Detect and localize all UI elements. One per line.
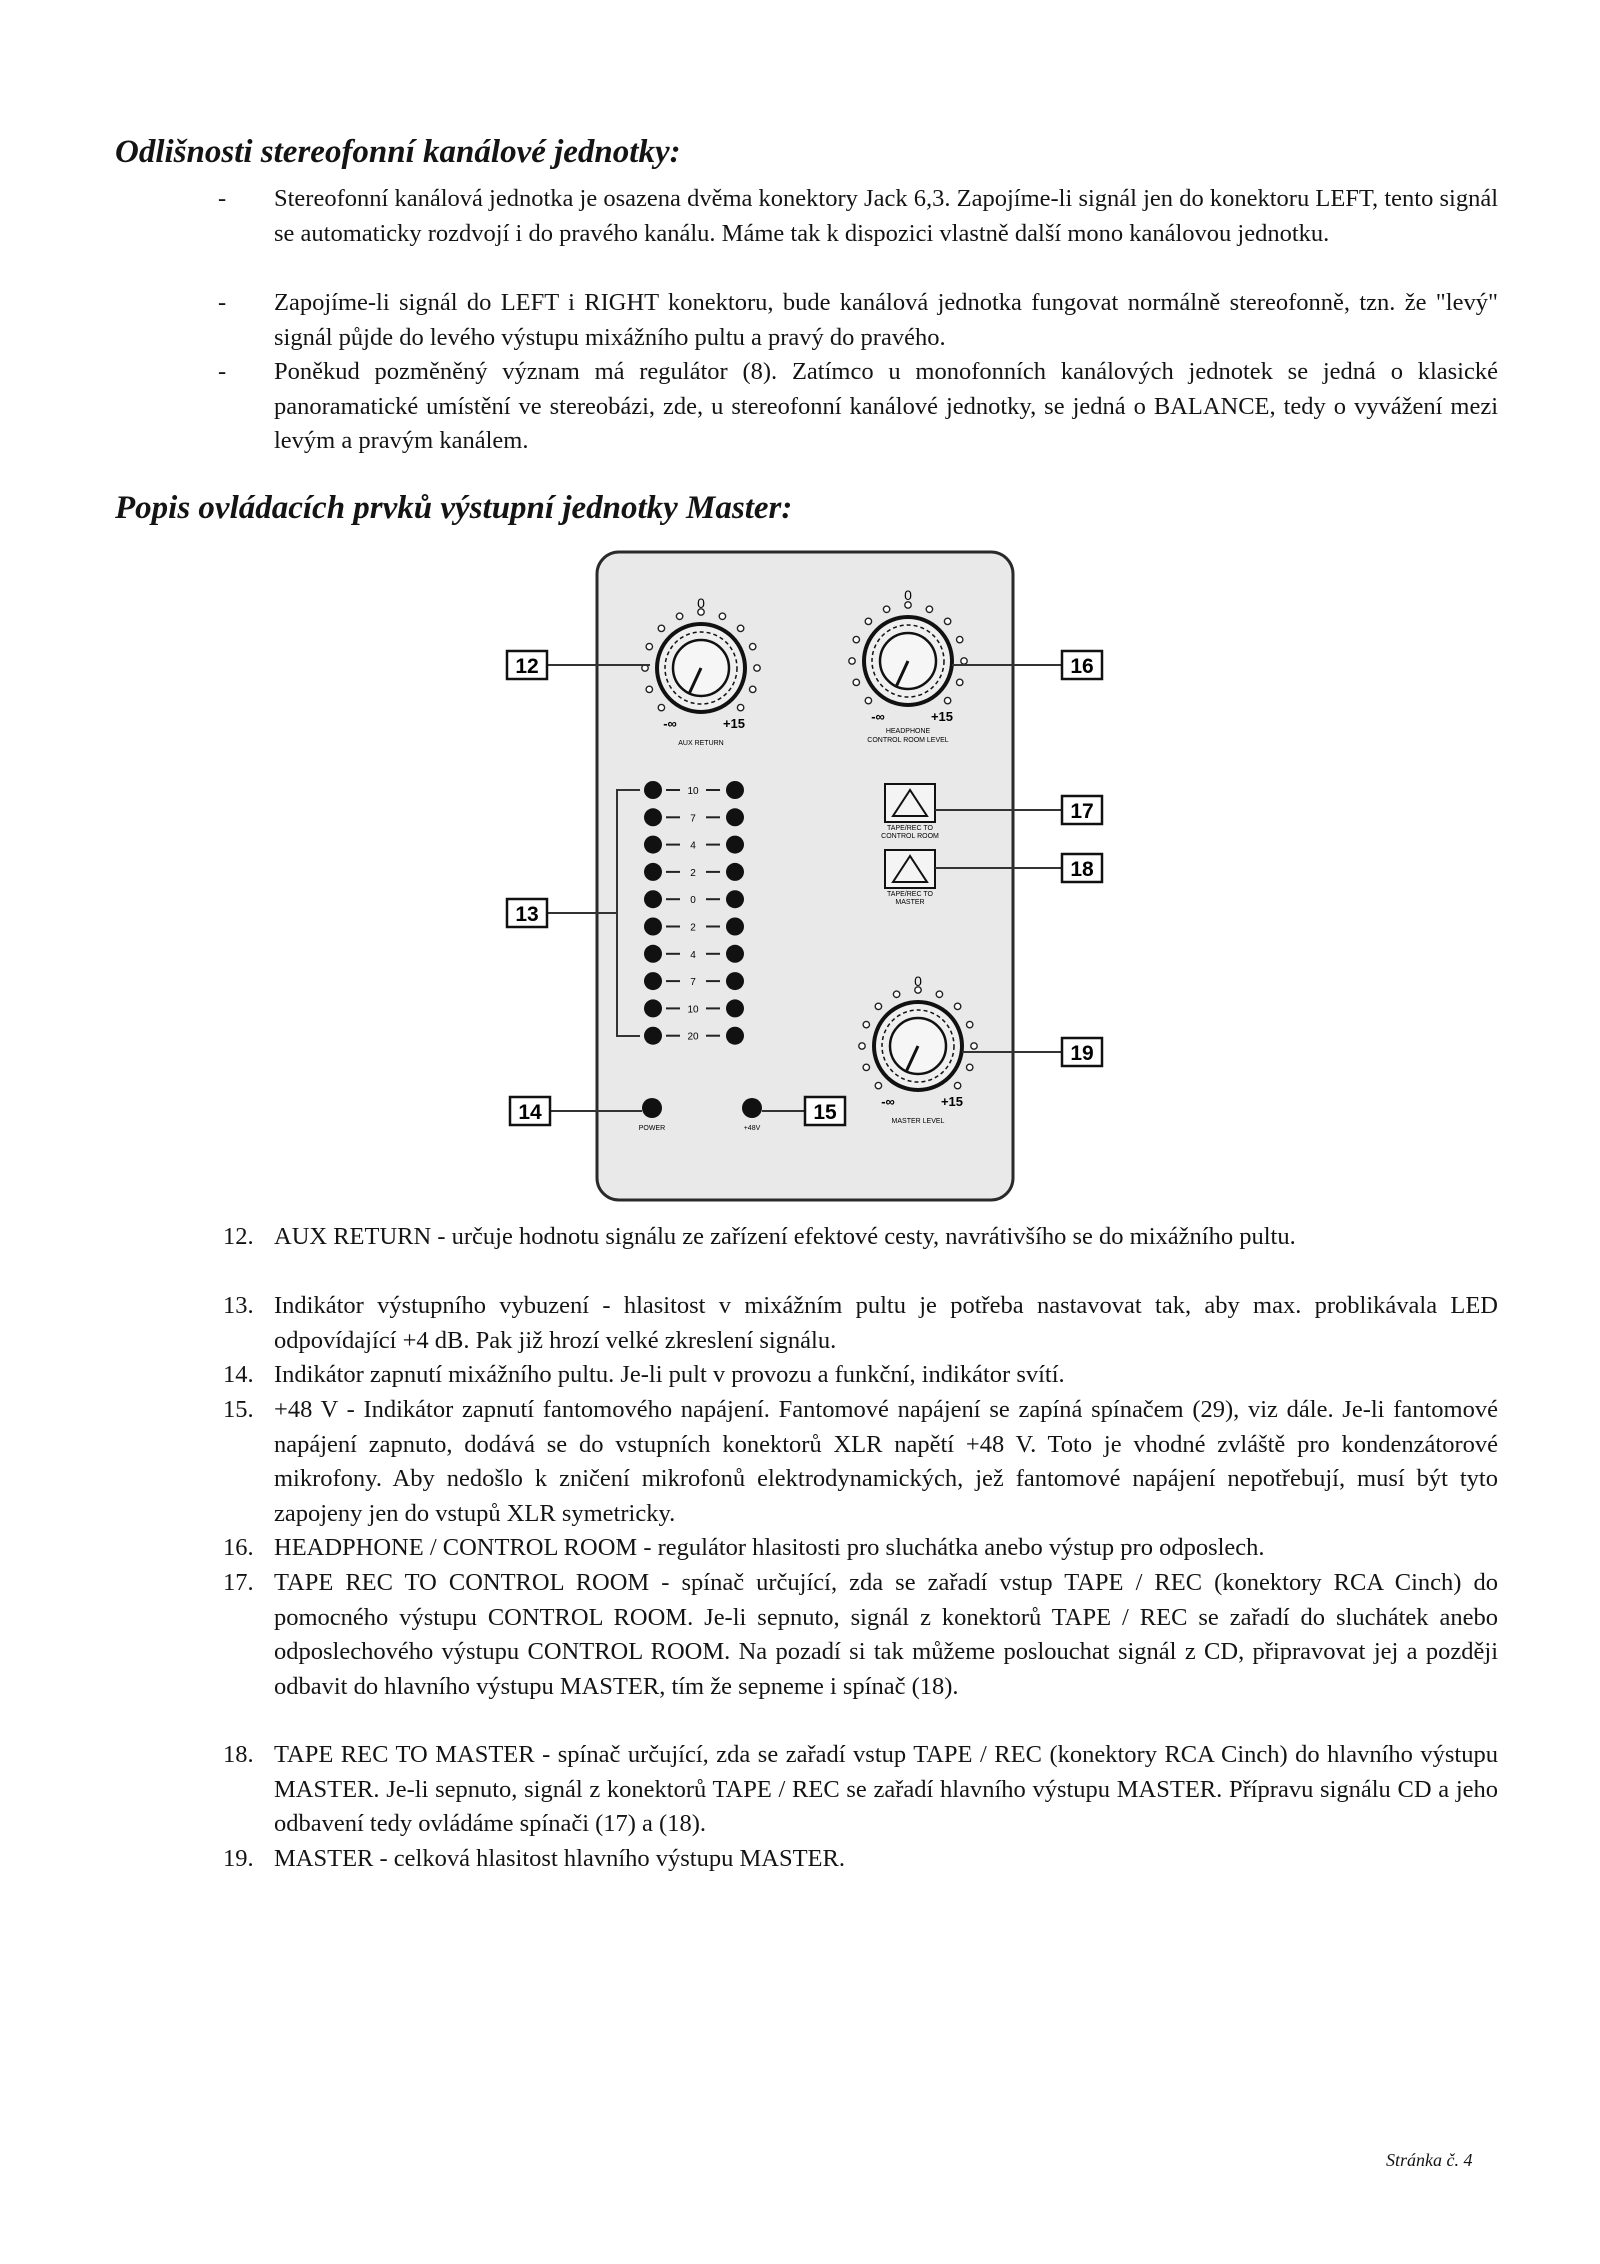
knob-scale-dot bbox=[849, 658, 855, 664]
callout-18 bbox=[1062, 854, 1102, 882]
item-text: +48 V - Indikátor zapnutí fantomového napájení. Fantomové napájení se zapíná spínačem (29), viz dále. Je-li fantomové napájení zapnuto, dodává se do vstupních konektorů XLR napětí +48 V. Toto je vhodné zvláště pro kondenzátorové mikrofony. Aby nedošlo k zničení mikrofonů elektrodynamických, jež fantomové napájení nepotřebují, musí být tyto zapojeny jen do vstupů XLR symetricky. bbox=[274, 1396, 1498, 1527]
bullet-marker: - bbox=[218, 358, 227, 385]
headphone-knob[interactable] bbox=[864, 617, 952, 705]
bullet-text: Poněkud pozměněný význam má regulátor (8). Zatímco u monofonních kanálových jednotek se jedná o klasické panoramatické umístění ve stereobázi, zde, u stereofonní kanálové jednotky, se jedná o BALANCE, tedy o vyvážení mezi levým a pravým kanálem. bbox=[274, 358, 1498, 454]
item-text: MASTER - celková hlasitost hlavního výstupu MASTER. bbox=[274, 1845, 845, 1872]
meter-led-right bbox=[726, 999, 744, 1017]
meter-led-left bbox=[644, 808, 662, 826]
master-knob[interactable] bbox=[874, 1002, 962, 1090]
knob-scale-dot bbox=[863, 1021, 869, 1027]
knob-scale-dot bbox=[883, 606, 889, 612]
knob-scale-dot bbox=[936, 991, 942, 997]
knob-scale-dot bbox=[737, 625, 743, 631]
meter-scale-label: 10 bbox=[687, 1004, 699, 1016]
item-number: 13. bbox=[223, 1292, 254, 1319]
meter-led-left bbox=[644, 781, 662, 799]
knob-scale-dot bbox=[865, 618, 871, 624]
meter-led-right bbox=[726, 836, 744, 854]
switch-label: TAPE/REC TO bbox=[887, 891, 933, 898]
item-text: TAPE REC TO CONTROL ROOM - spínač určující, zda se zařadí vstup TAPE / REC (konektory RCA Cinch) do pomocného výstupu CONTROL ROOM. Je-li sepnuto, signál z konektorů TAPE / REC se zařadí do sluchátek anebo odposlechového výstupu CONTROL ROOM. Na pozadí si tak můžeme poslouchat signál z CD, připravovat jej a později odbavit do hlavního výstupu MASTER, tím že sepneme i spínač (18). bbox=[274, 1569, 1498, 1700]
tape-rec-to-control-room-switch[interactable] bbox=[885, 784, 935, 822]
svg-text:14: 14 bbox=[518, 1101, 542, 1124]
power-label: POWER bbox=[638, 1125, 666, 1132]
item-text: Indikátor výstupního vybuzení - hlasitost v mixážním pultu je potřeba nastavovat tak, aby max. problikávala LED odpovídající +4 dB. Pak již hrozí velké zkreslení signálu. bbox=[274, 1292, 1498, 1354]
knob-scale-dot bbox=[737, 704, 743, 710]
callout-16 bbox=[1062, 651, 1102, 679]
numbered-item bbox=[218, 1738, 1498, 1842]
headphone-label: HEADPHONE bbox=[885, 728, 931, 735]
knob-max-label: +15 bbox=[930, 709, 954, 724]
bullet-marker: - bbox=[218, 185, 227, 212]
knob-scale-dot bbox=[750, 643, 756, 649]
knob-scale-dot bbox=[853, 679, 859, 685]
svg-text:15: 15 bbox=[813, 1101, 837, 1124]
knob-scale-dot bbox=[658, 704, 664, 710]
item-number: 18. bbox=[223, 1741, 254, 1768]
knob-min-label: -∞ bbox=[663, 716, 677, 731]
svg-text:17: 17 bbox=[1070, 800, 1094, 823]
callout-13 bbox=[507, 899, 547, 927]
callout-17 bbox=[1062, 796, 1102, 824]
phantom-label: +48V bbox=[743, 1125, 761, 1132]
tape-rec-to-master-switch[interactable] bbox=[885, 850, 935, 888]
knob-scale-dot bbox=[944, 618, 950, 624]
numbered-item bbox=[218, 1220, 1498, 1255]
knob-scale-dot bbox=[676, 613, 682, 619]
item-text: HEADPHONE / CONTROL ROOM - regulátor hlasitosti pro sluchátka anebo výstup pro odposlech. bbox=[274, 1534, 1265, 1561]
knob-max-label: +15 bbox=[940, 1094, 964, 1109]
meter-led-left bbox=[644, 1027, 662, 1045]
item-number: 17. bbox=[223, 1569, 254, 1596]
item-text: AUX RETURN - určuje hodnotu signálu ze zařízení efektové cesty, navrátivšího se do mixážního pultu. bbox=[274, 1223, 1296, 1250]
callout-12 bbox=[507, 651, 547, 679]
phantom-led bbox=[742, 1098, 762, 1118]
knob-min-label: -∞ bbox=[871, 709, 885, 724]
meter-scale-label: 2 bbox=[690, 867, 696, 879]
knob-min-label: -∞ bbox=[881, 1094, 895, 1109]
item-text: Indikátor zapnutí mixážního pultu. Je-li pult v provozu a funkční, indikátor svítí. bbox=[274, 1361, 1065, 1388]
meter-scale-label: 0 bbox=[690, 895, 696, 907]
meter-led-left bbox=[644, 890, 662, 908]
section-heading-master: Popis ovládacích prvků výstupní jednotky Master: bbox=[115, 490, 793, 526]
meter-led-left bbox=[644, 863, 662, 881]
meter-led-right bbox=[726, 863, 744, 881]
knob-scale-dot bbox=[944, 697, 950, 703]
meter-led-right bbox=[726, 972, 744, 990]
knob-max-label: +15 bbox=[722, 716, 746, 731]
knob-scale-dot bbox=[719, 613, 725, 619]
meter-led-right bbox=[726, 918, 744, 936]
knob-scale-dot bbox=[967, 1021, 973, 1027]
callout-14 bbox=[510, 1097, 550, 1125]
knob-top-mark: 0 bbox=[697, 595, 705, 611]
aux-return-knob[interactable] bbox=[657, 624, 745, 712]
knob-top-mark: 0 bbox=[914, 973, 922, 989]
knob-scale-dot bbox=[875, 1082, 881, 1088]
item-number: 16. bbox=[223, 1534, 254, 1561]
meter-led-right bbox=[726, 1027, 744, 1045]
meter-scale-label: 10 bbox=[687, 786, 699, 797]
bullet-marker: - bbox=[218, 289, 227, 316]
bullet-text: Zapojíme-li signál do LEFT i RIGHT konektoru, bude kanálová jednotka fungovat normálně stereofonně, tzn. že "levý" signál půjde do levého výstupu mixážního pultu a pravý do pravého. bbox=[274, 289, 1498, 351]
page-number: Stránka č. 4 bbox=[1386, 2150, 1473, 2170]
switch-label: CONTROL ROOM bbox=[881, 833, 939, 840]
svg-text:19: 19 bbox=[1070, 1042, 1094, 1065]
bullet-text: Stereofonní kanálová jednotka je osazena dvěma konektory Jack 6,3. Zapojíme-li signál jen do konektoru LEFT, tento signál se automaticky rozdvojí i do pravého kanálu. Máme tak k dispozici vlastně další mono kanálovou jednotku. bbox=[274, 185, 1498, 247]
aux-return-label: AUX RETURN bbox=[678, 740, 724, 747]
section-heading-stereo: Odlišnosti stereofonní kanálové jednotky: bbox=[115, 134, 681, 170]
master-label: MASTER LEVEL bbox=[891, 1118, 945, 1125]
knob-scale-dot bbox=[646, 686, 652, 692]
meter-scale-label: 4 bbox=[690, 840, 696, 852]
knob-scale-dot bbox=[853, 636, 859, 642]
meter-led-right bbox=[726, 808, 744, 826]
knob-scale-dot bbox=[954, 1003, 960, 1009]
knob-top-mark: 0 bbox=[904, 587, 912, 603]
knob-scale-dot bbox=[750, 686, 756, 692]
knob-scale-dot bbox=[967, 1064, 973, 1070]
knob-scale-dot bbox=[954, 1082, 960, 1088]
switch-label: TAPE/REC TO bbox=[887, 825, 933, 832]
svg-text:18: 18 bbox=[1070, 858, 1094, 881]
meter-led-left bbox=[644, 999, 662, 1017]
meter-led-left bbox=[644, 836, 662, 854]
meter-scale-label: 4 bbox=[690, 949, 696, 961]
svg-text:13: 13 bbox=[515, 903, 539, 926]
power-led bbox=[642, 1098, 662, 1118]
headphone-label: CONTROL ROOM LEVEL bbox=[867, 737, 949, 744]
meter-led-right bbox=[726, 781, 744, 799]
knob-scale-dot bbox=[957, 679, 963, 685]
knob-scale-dot bbox=[859, 1043, 865, 1049]
numbered-item bbox=[218, 1358, 1498, 1393]
svg-text:16: 16 bbox=[1070, 655, 1094, 678]
callout-15 bbox=[805, 1097, 845, 1125]
item-text: TAPE REC TO MASTER - spínač určující, zda se zařadí vstup TAPE / REC (konektory RCA Cinch) do hlavního výstupu MASTER. Je-li sepnuto, signál z konektorů TAPE / REC se zařadí hlavního výstupu MASTER. Přípravu signálu CD a jeho odbavení tedy ovládáme spínači (17) a (18). bbox=[274, 1741, 1498, 1837]
switch-label: MASTER bbox=[895, 899, 925, 906]
meter-led-right bbox=[726, 890, 744, 908]
callout-19 bbox=[1062, 1038, 1102, 1066]
item-number: 19. bbox=[223, 1845, 254, 1872]
knob-scale-dot bbox=[961, 658, 967, 664]
knob-scale-dot bbox=[863, 1064, 869, 1070]
meter-scale-label: 2 bbox=[690, 922, 696, 934]
meter-led-left bbox=[644, 972, 662, 990]
meter-scale-label: 7 bbox=[690, 977, 696, 989]
numbered-item bbox=[218, 1842, 1498, 1877]
item-number: 12. bbox=[223, 1223, 254, 1250]
knob-scale-dot bbox=[754, 665, 760, 671]
meter-scale-label: 7 bbox=[690, 813, 696, 825]
numbered-item bbox=[218, 1393, 1498, 1531]
item-number: 14. bbox=[223, 1361, 254, 1388]
meter-led-left bbox=[644, 918, 662, 936]
knob-scale-dot bbox=[971, 1043, 977, 1049]
numbered-item bbox=[218, 1531, 1498, 1566]
meter-led-right bbox=[726, 945, 744, 963]
knob-scale-dot bbox=[875, 1003, 881, 1009]
numbered-item bbox=[218, 1566, 1498, 1704]
knob-scale-dot bbox=[658, 625, 664, 631]
meter-scale-label: 20 bbox=[687, 1031, 699, 1043]
knob-scale-dot bbox=[865, 697, 871, 703]
numbered-item bbox=[218, 1289, 1498, 1358]
svg-text:12: 12 bbox=[515, 655, 539, 678]
knob-scale-dot bbox=[926, 606, 932, 612]
knob-scale-dot bbox=[646, 643, 652, 649]
knob-scale-dot bbox=[893, 991, 899, 997]
meter-led-left bbox=[644, 945, 662, 963]
item-number: 15. bbox=[223, 1396, 254, 1423]
knob-scale-dot bbox=[957, 636, 963, 642]
